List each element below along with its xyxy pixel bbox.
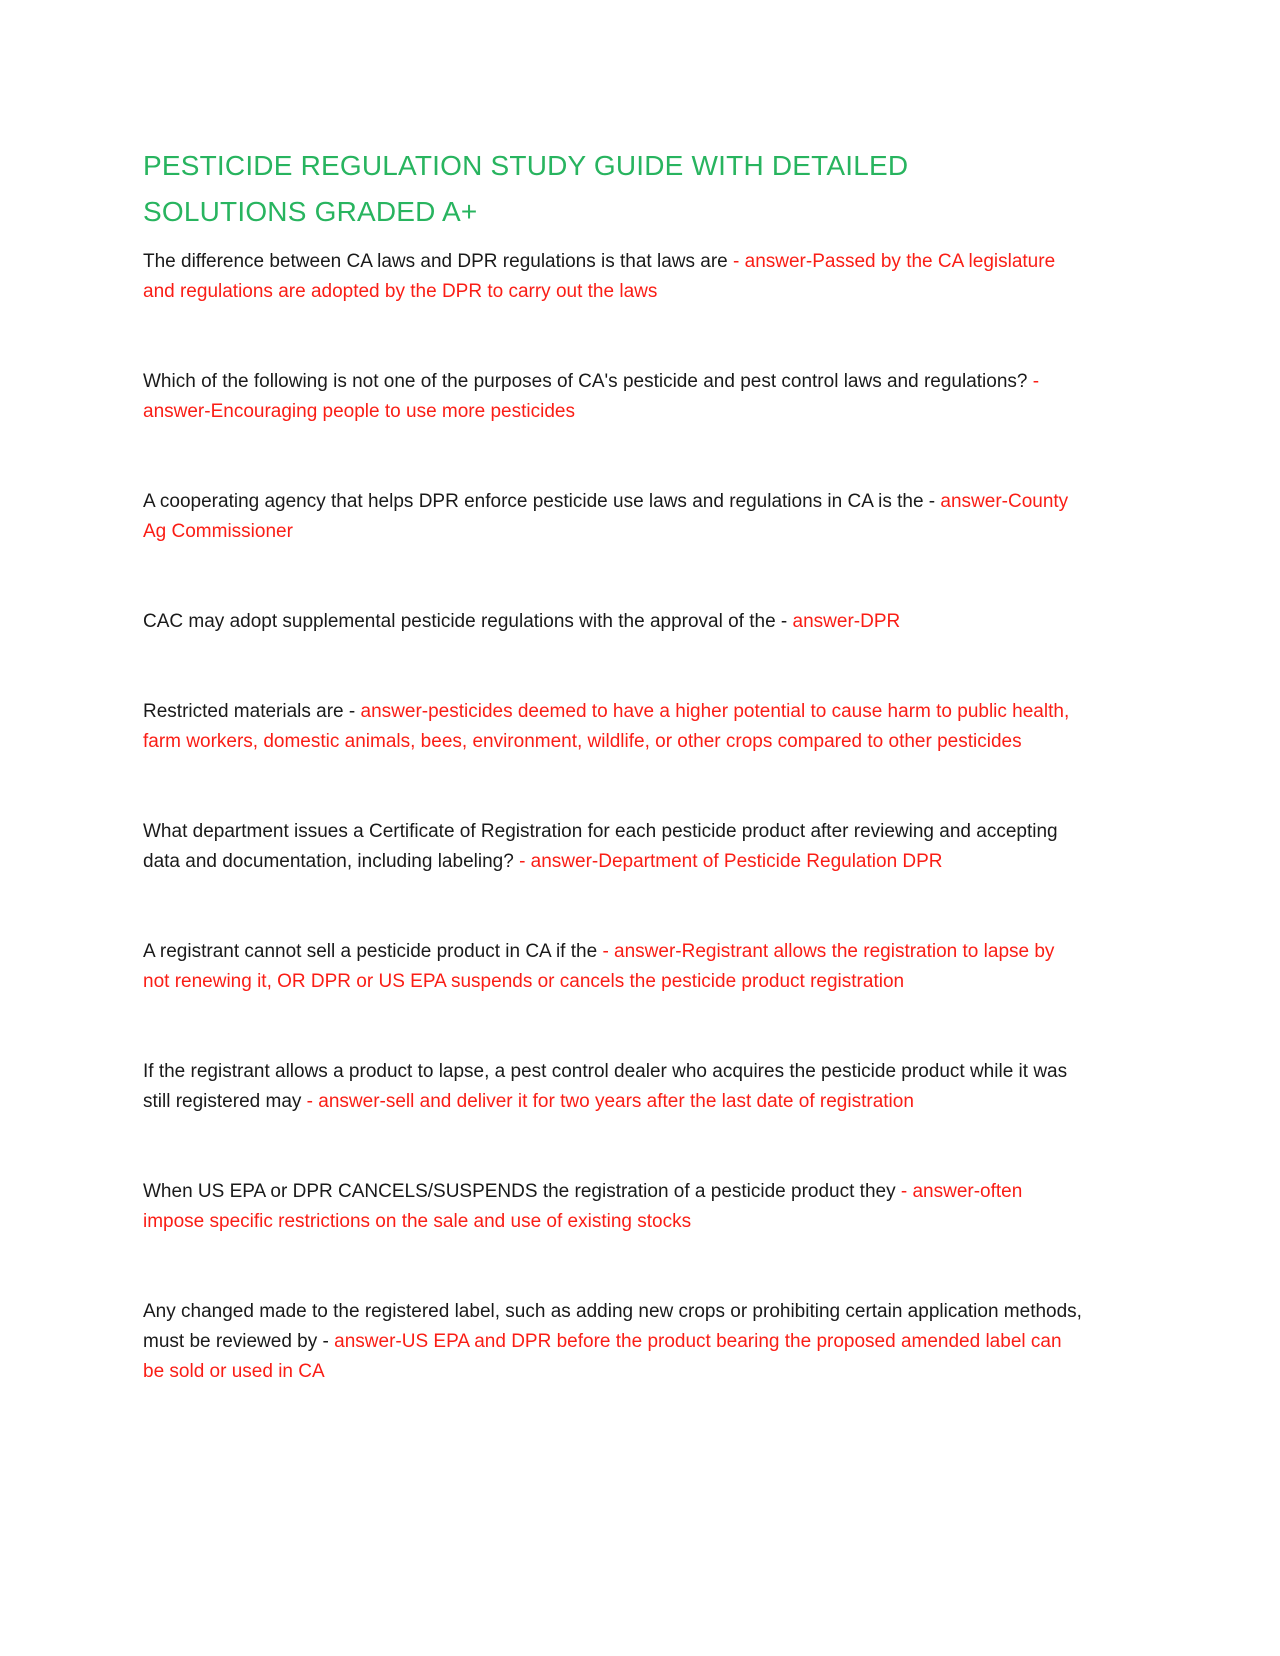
question-text: If the registrant allows a product to lapse, a pest control dealer who acquires the pesticide product while it was still registered may [143,1061,1068,1112]
answer-text: - answer-often impose specific restrictions on the sale and use of existing stocks [143,1181,1023,1232]
question-text: Restricted materials are - [143,701,361,722]
question-text: A registrant cannot sell a pesticide product in CA if the [143,941,603,962]
answer-text: - answer-Department of Pesticide Regulation DPR [519,851,943,872]
qa-item [143,937,1083,997]
answer-text: - answer-Registrant allows the registration to lapse by not renewing it, OR DPR or US EPA suspends or cancels the pesticide product registration [143,941,1055,992]
question-text: The difference between CA laws and DPR regulations is that laws are [143,251,734,272]
question-text: CAC may adopt supplemental pesticide regulations with the approval of the - [143,611,793,632]
question-text: Any changed made to the registered label, such as adding new crops or prohibiting certain application methods, must be reviewed by - [143,1301,1082,1352]
answer-text: answer-DPR [792,611,901,632]
page-title: PESTICIDE REGULATION STUDY GUIDE WITH DETAILED SOLUTIONS GRADED A+ [143,150,909,227]
qa-list [143,247,1083,1387]
qa-item [143,817,1083,877]
answer-text: - answer-sell and deliver it for two years after the last date of registration [306,1091,914,1112]
qa-item [143,697,1083,757]
qa-item [143,367,1083,427]
qa-item [143,1057,1083,1117]
question-text: Which of the following is not one of the purposes of CA's pesticide and pest control laws and regulations? [143,371,1033,392]
question-text: What department issues a Certificate of Registration for each pesticide product after reviewing and accepting data and documentation, including labeling? [143,821,1058,872]
answer-text: - answer-Passed by the CA legislature and regulations are adopted by the DPR to carry out the laws [143,251,1056,302]
qa-item [143,487,1083,547]
answer-text: answer-County Ag Commissioner [143,491,1069,542]
answer-text: answer-US EPA and DPR before the product bearing the proposed amended label can be sold or used in CA [143,1331,1062,1382]
qa-item [143,1297,1083,1387]
question-text: When US EPA or DPR CANCELS/SUSPENDS the registration of a pesticide product they [143,1181,901,1202]
qa-item [143,1177,1083,1237]
qa-item [143,607,1083,637]
question-text: A cooperating agency that helps DPR enforce pesticide use laws and regulations in CA is the - [143,491,941,512]
qa-item [143,247,1083,307]
answer-text: - answer-Encouraging people to use more pesticides [143,371,1040,422]
answer-text: answer-pesticides deemed to have a higher potential to cause harm to public health, farm workers, domestic animals, bees, environment, wildlife, or other crops compared to other pesticides [143,701,1070,752]
